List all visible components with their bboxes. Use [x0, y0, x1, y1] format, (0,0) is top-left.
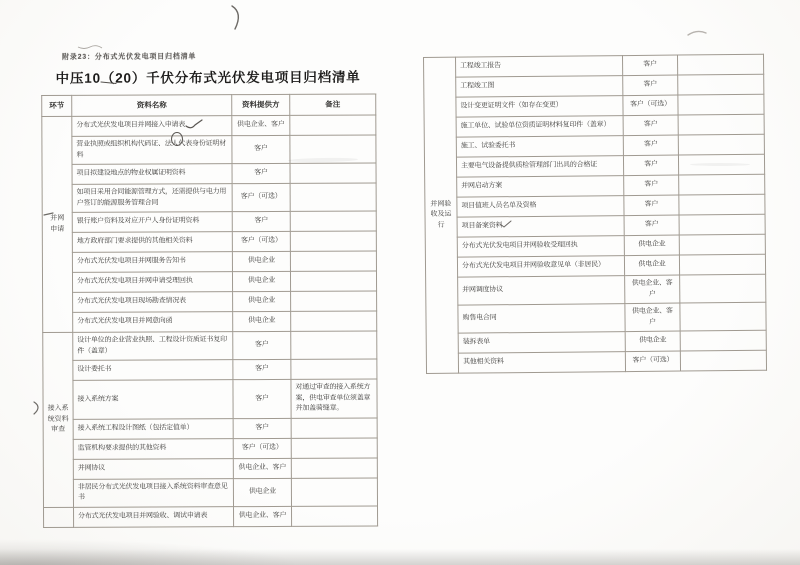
- table-row: [43, 458, 377, 479]
- provider-cell: 客户: [623, 155, 678, 176]
- name-cell: 装拆表单: [458, 332, 625, 354]
- provider-cell: 客户（可选）: [625, 351, 680, 372]
- provider-cell: 供电企业、客户: [625, 275, 680, 304]
- remark-cell: [291, 478, 377, 506]
- provider-cell: 供电企业: [625, 331, 680, 352]
- name-cell: 并网调度协议: [458, 276, 625, 306]
- remark-cell: [292, 506, 378, 526]
- provider-cell: 供电企业: [233, 291, 291, 311]
- name-cell: 项目备案资料: [457, 216, 624, 238]
- remark-cell: [291, 311, 377, 331]
- name-cell: 项目值班人员名单及资格: [457, 196, 624, 218]
- name-cell: 其他相关资料: [458, 352, 625, 374]
- remark-cell: [291, 418, 377, 438]
- table-row: [43, 438, 377, 459]
- remark-cell: [677, 54, 763, 75]
- provider-cell: 客户: [624, 195, 679, 216]
- header-row: [42, 94, 376, 116]
- name-cell: 设计变更证明文件（如存在变更）: [456, 96, 623, 118]
- provider-cell: 供电企业: [624, 235, 679, 256]
- name-cell: 分布式光伏发电项目并网意向函: [73, 312, 233, 333]
- remark-cell: [680, 274, 766, 303]
- provider-cell: 客户（可选）: [623, 95, 678, 116]
- name-cell: 分布式光伏发电项目并网验收受理回执: [457, 236, 624, 258]
- provider-cell: 客户: [233, 331, 291, 359]
- name-cell: 分布式光伏发电项目并网验收意见单（非居民）: [457, 256, 624, 278]
- remark-cell: [678, 74, 764, 95]
- table-row: [43, 359, 377, 380]
- name-cell: 施工单位、试验单位资质证明材料复印件（盖章）: [456, 116, 623, 138]
- remark-cell: [679, 174, 765, 195]
- pen-faint-curve-mark: [688, 31, 706, 35]
- pen-curve-top-center-mark: [232, 6, 238, 29]
- column-header-name: 资料名称: [72, 95, 232, 117]
- remark-cell: [680, 330, 766, 351]
- remark-cell: [679, 214, 765, 235]
- table-row: [42, 211, 376, 232]
- table-row: [43, 478, 377, 507]
- table-row: [426, 350, 766, 373]
- table-row: [426, 302, 766, 333]
- provider-cell: 供电企业: [233, 478, 291, 506]
- table-row: [42, 231, 376, 252]
- name-cell: 并网协议: [73, 458, 233, 479]
- name-cell: 分布式光伏发电项目并网接入申请表: [72, 116, 232, 137]
- archive-table-page1-body: [42, 94, 378, 527]
- provider-cell: 客户: [233, 418, 291, 438]
- name-cell: 如项目采用合同能源管理方式，还需提供与电力用户签订的能源服务管理合同: [72, 184, 232, 213]
- provider-cell: 客户（可选）: [232, 183, 290, 211]
- page-right: [423, 54, 766, 374]
- name-cell: 接入系统工程设计图纸（包括定值单）: [73, 418, 233, 439]
- name-cell: 分布式光伏发电项目并网服务告知书: [72, 252, 232, 273]
- provider-cell: 客户: [622, 55, 677, 76]
- name-cell: 银行账户资料及对应开户人身份证明资料: [72, 212, 232, 233]
- remark-cell: [679, 234, 765, 255]
- name-cell: 分布式光伏发电项目现场勘查情况表: [73, 292, 233, 313]
- remark-cell: [290, 271, 376, 291]
- column-header-step: 环节: [42, 95, 72, 116]
- pen-squiggle-mark: [34, 402, 38, 414]
- column-header-remark: 备注: [290, 94, 376, 115]
- provider-cell: 客户（可选）: [232, 231, 290, 251]
- phase-cell: 接入系 统资料 审查: [43, 332, 74, 507]
- provider-cell: 客户: [233, 379, 291, 418]
- remark-cell: [290, 251, 376, 271]
- phase-cell: [44, 507, 74, 527]
- provider-cell: 客户: [624, 215, 679, 236]
- provider-cell: 客户: [232, 135, 290, 163]
- table-row: [43, 379, 377, 419]
- table-row: [42, 271, 376, 292]
- archive-table-page2-body: [424, 54, 767, 373]
- provider-cell: 客户: [232, 163, 290, 183]
- remark-cell: [290, 135, 376, 163]
- provider-cell: 客户（可选）: [233, 438, 291, 458]
- remark-cell: [290, 231, 376, 251]
- phase-cell: 并网 申请: [42, 116, 73, 332]
- column-header-provider: 资料提供方: [232, 94, 290, 115]
- table-row: [42, 115, 376, 136]
- remark-cell: 对通过审查的接入系统方案，供电审查单位须盖章并加盖骑缝章。: [291, 379, 377, 418]
- name-cell: 主要电气设备提供质检管理部门出具的合格证: [456, 156, 623, 178]
- remark-cell: [678, 94, 764, 115]
- name-cell: 工程竣工图: [456, 76, 623, 98]
- provider-cell: 供电企业、客户: [232, 115, 290, 135]
- remark-cell: [678, 114, 764, 135]
- table-row: [43, 331, 377, 360]
- provider-cell: 客户: [623, 135, 678, 156]
- provider-cell: 供电企业: [624, 255, 679, 276]
- remark-cell: [291, 438, 377, 458]
- provider-cell: 供电企业、客户: [233, 458, 291, 478]
- remark-cell: [291, 331, 377, 359]
- appendix-label: 附录23：分布式光伏发电项目归档清单: [62, 53, 197, 61]
- table-row: [426, 274, 766, 305]
- table-row: [42, 163, 376, 184]
- remark-cell: [291, 359, 377, 379]
- name-cell: 分布式光伏发电项目并网申请受理回执: [72, 272, 232, 293]
- remark-cell: [291, 291, 377, 311]
- name-cell: 购售电合同: [458, 304, 625, 334]
- remark-cell: [290, 115, 376, 135]
- remark-cell: [290, 163, 376, 183]
- provider-cell: 供电企业: [232, 251, 290, 271]
- remark-cell: [679, 194, 765, 215]
- name-cell: 地方政府部门要求提供的其他相关资料: [72, 232, 232, 253]
- name-cell: 并网启动方案: [457, 176, 624, 198]
- provider-cell: 客户: [623, 115, 678, 136]
- name-cell: 施工、试验委托书: [456, 136, 623, 158]
- provider-cell: 客户: [624, 175, 679, 196]
- provider-cell: 供电企业: [233, 311, 291, 331]
- name-cell: 监管机构要求提供的其他资料: [73, 438, 233, 459]
- provider-cell: 客户: [233, 359, 291, 379]
- remark-cell: [680, 350, 766, 371]
- table-row: [42, 251, 376, 272]
- provider-cell: 客户: [232, 211, 290, 231]
- table-row: [42, 183, 376, 212]
- name-cell: 非居民分布式光伏发电项目接入系统资料审查意见书: [73, 478, 233, 507]
- remark-cell: [290, 211, 376, 231]
- page-title: 中压10（20）千伏分布式光伏发电项目归档清单: [55, 69, 361, 86]
- name-cell: 接入系统方案: [73, 380, 233, 419]
- table-row: [44, 506, 378, 527]
- name-cell: 设计单位的企业营业执照、工程设计资质证书复印件（盖章）: [73, 332, 233, 361]
- phase-cell: 并网验 收及运 行: [424, 57, 459, 373]
- table-row: [43, 291, 377, 312]
- provider-cell: 供电企业、客户: [234, 506, 292, 526]
- provider-cell: 供电企业: [232, 271, 290, 291]
- name-cell: 分布式光伏发电项目并网验收、调试申请表: [74, 506, 234, 527]
- table-row: [43, 311, 377, 332]
- scan-bottom-shadow: [0, 549, 800, 565]
- provider-cell: 供电企业、客户: [625, 303, 680, 332]
- remark-cell: [290, 183, 376, 211]
- remark-cell: [680, 302, 766, 331]
- name-cell: 项目拟建设地点的物业权属证明资料: [72, 164, 232, 185]
- remark-cell: [678, 154, 764, 175]
- archive-table-page1: [41, 94, 378, 528]
- provider-cell: 客户: [623, 75, 678, 96]
- page-left: [41, 47, 377, 528]
- remark-cell: [679, 254, 765, 275]
- remark-cell: [291, 458, 377, 478]
- remark-cell: [678, 134, 764, 155]
- name-cell: 设计委托书: [73, 360, 233, 381]
- table-row: [42, 135, 376, 164]
- archive-table-page2: [423, 54, 767, 374]
- table-row: [43, 418, 377, 439]
- name-cell: 工程竣工报告: [456, 56, 623, 78]
- name-cell: 营业执照或组织机构代码证、法人代表身份证明材料: [72, 136, 232, 165]
